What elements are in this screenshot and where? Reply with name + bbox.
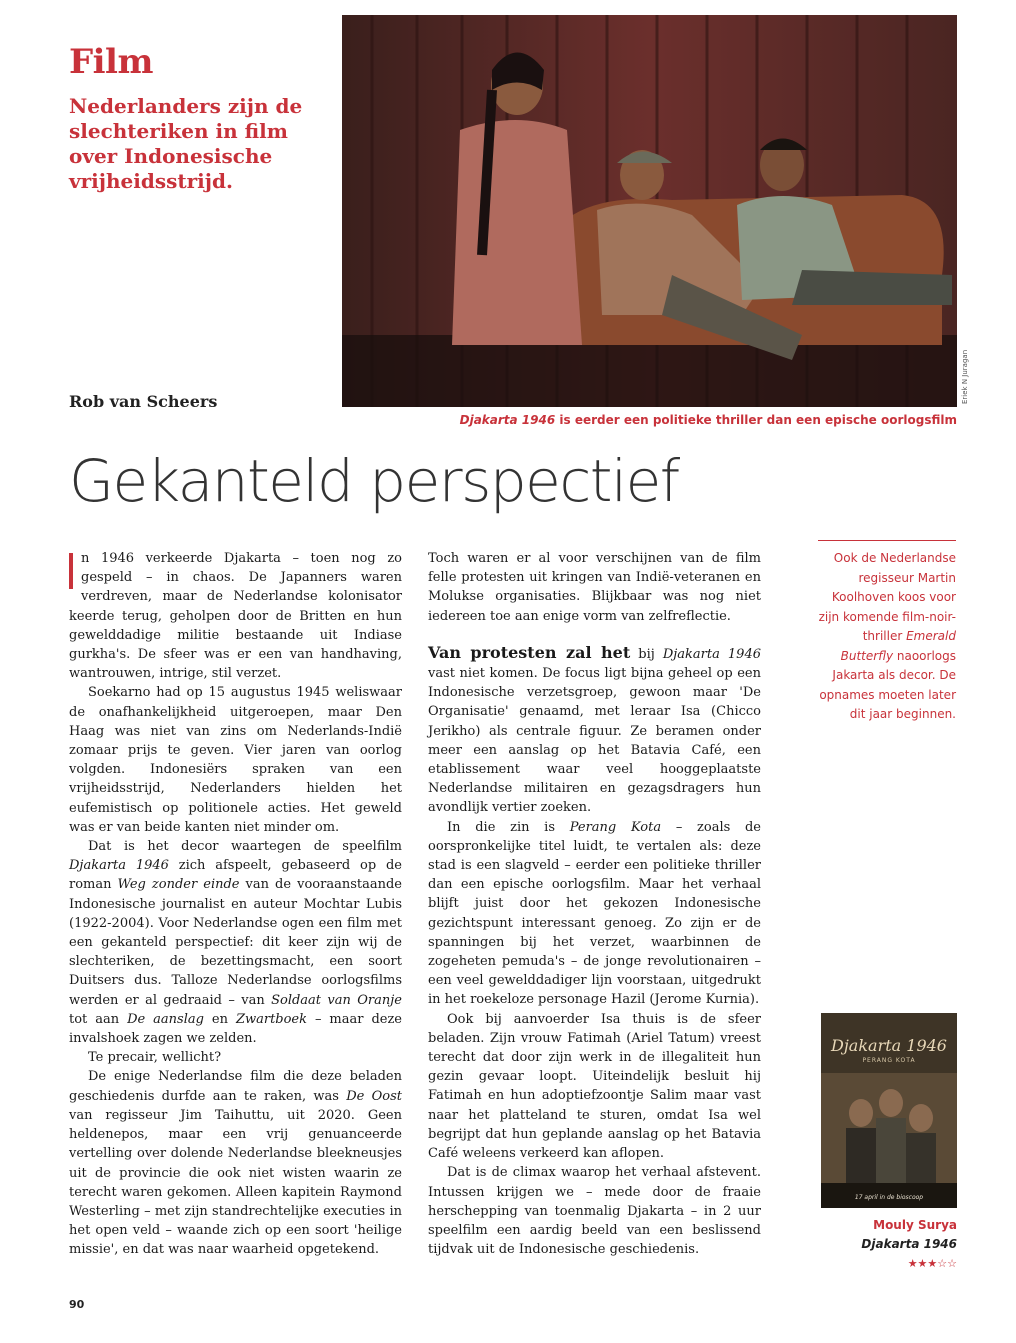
photo-credit: Eriek N Juragan <box>961 349 969 404</box>
author-name: Rob van Scheers <box>69 392 218 411</box>
poster-subtitle: PERANG KOTA <box>862 1057 916 1064</box>
poster-footer: 17 april in de bioscoop <box>854 1194 924 1201</box>
subheading: Van protesten zal het <box>428 642 631 662</box>
intro-text: Nederlanders zijn de slechteriken in film over Indonesische vrijheidsstrijd. <box>69 94 303 193</box>
article-column-2 <box>428 549 761 1259</box>
caption-text: is eerder een politieke thriller dan een epische oorlogsfilm <box>555 413 957 427</box>
movie-poster <box>821 1013 957 1208</box>
review-director: Mouly Surya <box>873 1218 957 1232</box>
body-paragraph: Ook bij aanvoerder Isa thuis is de sfeer beladen. Zijn vrouw Fatimah (Ariel Tatum) vreest terecht dat door zijn werk in de illegaliteit hun gezin gevaar loopt. Uiteindelijk besluit hij Fatimah en hun adoptiefzoontje Salim maar vast naar het platteland te sturen, omdat Isa wel begrijpt dat hun geplande aanslag op het Batavia Café weleens verkeerd kan aflopen. <box>428 1011 761 1162</box>
body-paragraph: Dat is het decor waartegen de speelfilm Djakarta 1946 zich afspeelt, gebaseerd op de roman Weg zonder einde van de vooraanstaande Indonesische journalist en auteur Mochtar Lubis (1922-2004). Voor Nederlandse ogen een film met een gekanteld perspectief: dit keer zijn wij de slechteriken, de bezettingsmacht, een soort Duitsers dus. Talloze Nederlandse oorlogsfilms werden er al gedraaid – van Soldaat van Oranje tot aan De aanslag en Zwartboek – maar deze invalshoek zagen we zelden. <box>69 839 402 1047</box>
body-paragraph: Toch waren er al voor verschijnen van de film felle protesten uit kringen van Indië-veteranen en Molukse organisaties. Blijkbaar was nog niet iedereen toe aan enige vorm van zelfreflectie. <box>428 551 761 624</box>
side-note: Ook de Nederlandse regisseur Martin Koolhoven koos voor zijn komende film-noir-thriller Emerald Butterfly naoorlogs Jakarta als decor. De opnames moeten later dit jaar beginnen. <box>818 540 956 725</box>
body-paragraph: Soekarno had op 15 augustus 1945 weliswaar de onafhankelijkheid uitgeroepen, maar Den Haag was niet van zins om Nederlands-Indië zomaar prijs te geven. Vier jaren van oorlog volgden. Indonesiërs spraken van een vrijheidsstrijd, Nederlanders hielden het eufemistisch op politionele acties. Het geweld was er van beide kanten niet minder om. <box>69 685 402 835</box>
photo-caption <box>460 413 957 427</box>
body-paragraph: De enige Nederlandse film die deze beladen geschiedenis durfde aan te raken, was De Oost van regisseur Jim Taihuttu, uit 2020. Geen heldenepos, maar een vrij genuanceerde vertelling over dolende Nederlandse bleekneusjes uit de provincie die ook niet wisten waarin ze terecht waren gekomen. Alleen kapitein Raymond Westerling – met zijn standrechtelijke executies in het open veld – waande zich op een soort 'heilige missie', en dat was naar waarheid opgetekend. <box>69 1069 402 1258</box>
body-paragraph: Dat is de climax waarop het verhaal afstevent. Intussen krijgen we – mede door de fraaie herschepping van toenmalig Djakarta – in 2 uur speelfilm een aardig beeld van een beslissend tijdvak uit de Indonesische geschiedenis. <box>428 1165 761 1258</box>
body-paragraph: Van protesten zal het bij Djakarta 1946 vast niet komen. De focus ligt bijna geheel op een Indonesische verzetsgroep, gewoon maar 'De Organisatie' genaamd, met leraar Isa (Chicco Jerikho) als centrale figuur. Ze beramen onder meer een aanslag op het Batavia Café, een etablissement waar veel hooggeplaatste Nederlandse militairen en gezagsdragers hun avondlijk vertier zoeken. <box>428 642 761 816</box>
article-column-1 <box>69 549 402 1260</box>
hero-photo <box>342 15 957 407</box>
body-paragraph: In die zin is Perang Kota – zoals de oorspronkelijke titel luidt, te vertalen als: deze stad is een slagveld – eerder een politieke thriller dan een epische oorlogsfilm. Maar het verhaal blijft juist door het gekozen Indonesische gezichtspunt interessant genoeg. Zo zijn er de spanningen bij het verzet, waarbinnen de zogeheten pemuda's – de jonge revolutionairen – een veel gewelddadiger lijn voorstaan, uitgedrukt in het roekeloze personage Hazil (Jerome Kurnia). <box>428 819 761 1008</box>
dropcap <box>69 553 73 589</box>
rating-stars: ★★★☆☆ <box>907 1257 957 1270</box>
body-paragraph: Te precair, wellicht? <box>88 1050 222 1066</box>
review-box <box>861 1216 957 1273</box>
page-number: 90 <box>69 1298 85 1311</box>
body-paragraph: n 1946 verkeerde Djakarta – toen nog zo gespeld – in chaos. De Japanners waren verdreven, maar de Nederlandse kolonisator keerde terug, geholpen door de Britten en hun gewelddadige militie bestaande uit Indiase gurkha's. De sfeer was er een van handhaving, wantrouwen, intrige, stil verzet. <box>69 551 402 682</box>
section-label: Film <box>69 42 153 82</box>
poster-title: Djakarta 1946 <box>831 1036 947 1055</box>
review-title: Djakarta 1946 <box>861 1237 957 1251</box>
headline: Gekanteld perspectief <box>69 447 679 515</box>
caption-title: Djakarta 1946 <box>459 413 556 427</box>
